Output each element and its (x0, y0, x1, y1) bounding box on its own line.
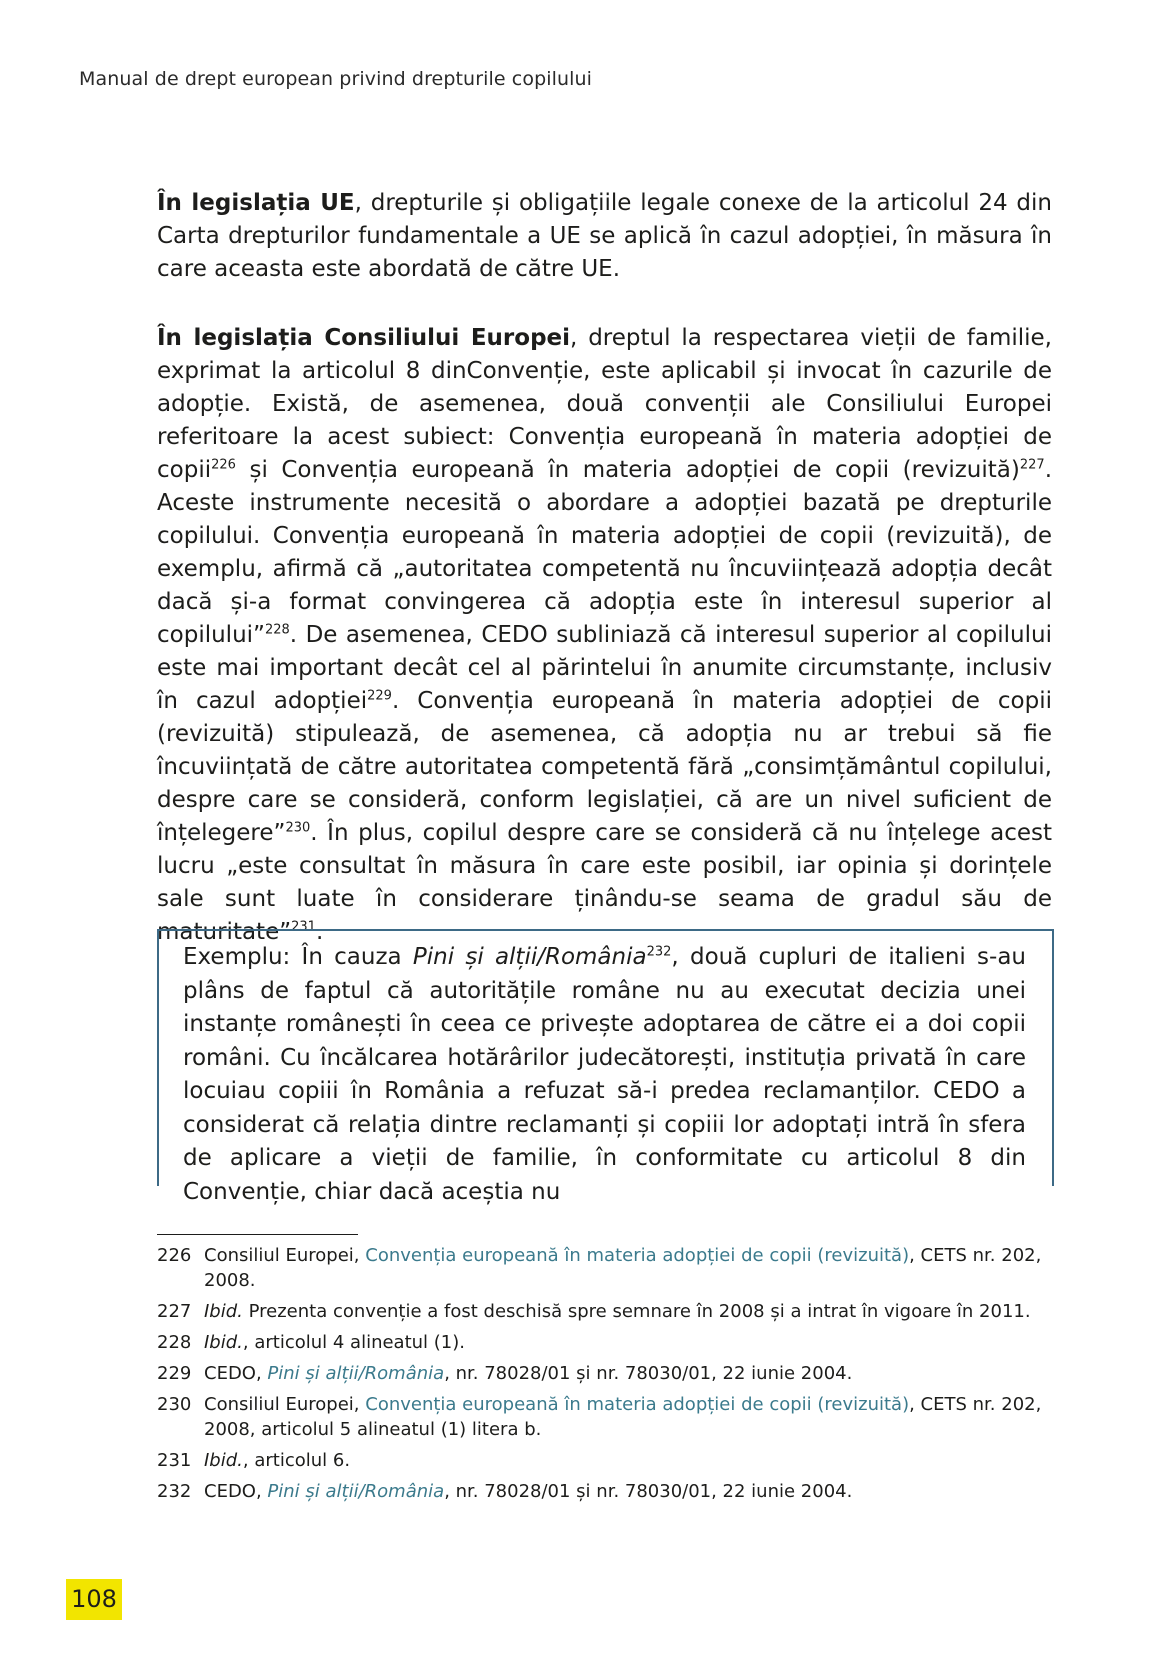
footnote-ibid: Ibid. (204, 1450, 243, 1471)
paragraph-lead: În legislația UE (157, 190, 355, 216)
paragraph-text: . Aceste instrumente necesită o abordare a adopției bazată pe drepturile copilului. Convenția europeană în materia adopției de copii (revizuită), de exemplu, afirmă că „autoritatea competentă nu încuviințează adopția decât dacă și-a format convingerea că adopția este în interesul superior al copilului” (157, 457, 1052, 648)
footnote-item (157, 1243, 1057, 1293)
footnote-ibid: Ibid. (204, 1301, 243, 1322)
footnote-text: Consiliul Europei, (204, 1245, 366, 1266)
footnote-item (157, 1392, 1057, 1442)
footnote-text: Prezenta convenție a fost deschisă spre semnare în 2008 și a intrat în vigoare în 2011. (242, 1301, 1031, 1322)
example-body: , două cupluri de italieni s-au plâns de faptul că autoritățile române nu au executat decizia unei instanțe românești în ceea ce privește adoptarea de către ei a doi copii români. Cu încălcarea hotărârilor judecătorești, instituția privată în care locuiau copiii în România a refuzat să-i predea reclamanților. CEDO a considerat că relația dintre reclamanți și copiii lor adoptați intră în sfera de aplicare a vieții de familie, în conformitate cu articolul 8 din Convenție, chiar dacă aceștia nu (183, 944, 1026, 1205)
footnote-ref[interactable]: 228 (264, 622, 290, 638)
example-text (183, 941, 1026, 1209)
footnote-number: 229 (157, 1363, 192, 1384)
footnote-ref[interactable]: 230 (285, 820, 311, 836)
footnote-item (157, 1361, 1057, 1386)
paragraph-text: . Convenția europeană în materia adopției de copii (revizuită) stipulează, de asemenea, că adopția nu ar trebui să fie încuviințată de către autoritatea competentă fără „consimțământul copilului, despre care se consideră, conform legislației, că are un nivel suficient de înțelegere” (157, 688, 1053, 846)
paragraph-lead: În legislația Consiliului Europei (157, 325, 571, 351)
footnote-number: 226 (157, 1245, 192, 1266)
footnote-text: Consiliul Europei, (204, 1394, 366, 1415)
case-name: Pini și alții/România (412, 944, 647, 970)
footnote-text: , articolul 4 alineatul (1). (242, 1332, 465, 1353)
footnote-number: 231 (157, 1450, 192, 1471)
footnote-number: 227 (157, 1301, 192, 1322)
footnote-ref[interactable]: 231 (291, 919, 316, 935)
footnote-link[interactable]: Pini și alții/România (267, 1481, 445, 1502)
footnote-text: CEDO, (204, 1363, 268, 1384)
footnote-ref[interactable]: 229 (367, 688, 392, 704)
running-header: Manual de drept european privind drepturile copilului (79, 68, 593, 90)
footnote-link[interactable]: Convenția europeană în materia adopției de copii (revizuită) (365, 1245, 910, 1266)
footnote-number: 232 (157, 1481, 192, 1502)
paragraph-text: . De asemenea, CEDO subliniază că interesul superior al copilului este mai important decât cel al părintelui în anumite circumstanțe, inclusiv în cazul adopției (157, 622, 1052, 714)
footnote-text: , articolul 6. (242, 1450, 351, 1471)
page-number: 108 (66, 1579, 122, 1620)
footnote-ref[interactable]: 227 (1019, 457, 1045, 473)
footnote-ref[interactable]: 232 (646, 944, 672, 960)
footnote-number: 230 (157, 1394, 192, 1415)
example-intro: Exemplu: În cauza (183, 944, 413, 970)
footnote-text: , CETS nr. 202, 2008, articolul 5 alineatul (1) litera b. (204, 1394, 1042, 1440)
paragraph-text: , drepturile și obligațiile legale conexe de la articolul 24 din Carta drepturilor fundamentale a UE se aplică în cazul adopției, în măsura în care aceasta este abordată de către UE. (157, 190, 1052, 282)
paragraph-eu-law (157, 187, 1052, 286)
footnote-link[interactable]: Convenția europeană în materia adopției de copii (revizuită) (365, 1394, 910, 1415)
paragraph-text: , dreptul la respectarea vieții de familie, exprimat la articolul 8 dinConvenție, este aplicabil și invocat în cazurile de adopție. Există, de asemenea, două convenții ale Consiliului Europei referitoare la acest subiect: Convenția europeană în materia adopției de copii (157, 325, 1052, 483)
footnote-ref[interactable]: 226 (211, 457, 236, 473)
footnote-text: , CETS nr. 202, 2008. (204, 1245, 1042, 1291)
footnote-text: , nr. 78028/01 și nr. 78030/01, 22 iunie 2004. (444, 1363, 853, 1384)
footnote-item (157, 1479, 1057, 1504)
footnote-text: , nr. 78028/01 și nr. 78030/01, 22 iunie 2004. (444, 1481, 853, 1502)
example-box (157, 929, 1054, 1205)
paragraph-text: și Convenția europeană în materia adopției de copii (revizuită) (235, 457, 1020, 483)
footnote-item (157, 1299, 1057, 1324)
footnotes (157, 1243, 1057, 1510)
footnote-number: 228 (157, 1332, 192, 1353)
footnote-link[interactable]: Pini și alții/România (267, 1363, 445, 1384)
footnote-text: CEDO, (204, 1481, 268, 1502)
footnote-ibid: Ibid. (204, 1332, 243, 1353)
footnote-divider (157, 1234, 358, 1235)
paragraph-coe-law (157, 322, 1052, 949)
footnote-item (157, 1330, 1057, 1355)
footnote-item (157, 1448, 1057, 1473)
paragraph-text: . (315, 919, 324, 945)
paragraph-text: . În plus, copilul despre care se consideră că nu înțelege acest lucru „este consultat în măsura în care este posibil, iar opinia și dorințele sale sunt luate în considerare ținându-se seama de gradul său de maturitate” (157, 820, 1052, 945)
